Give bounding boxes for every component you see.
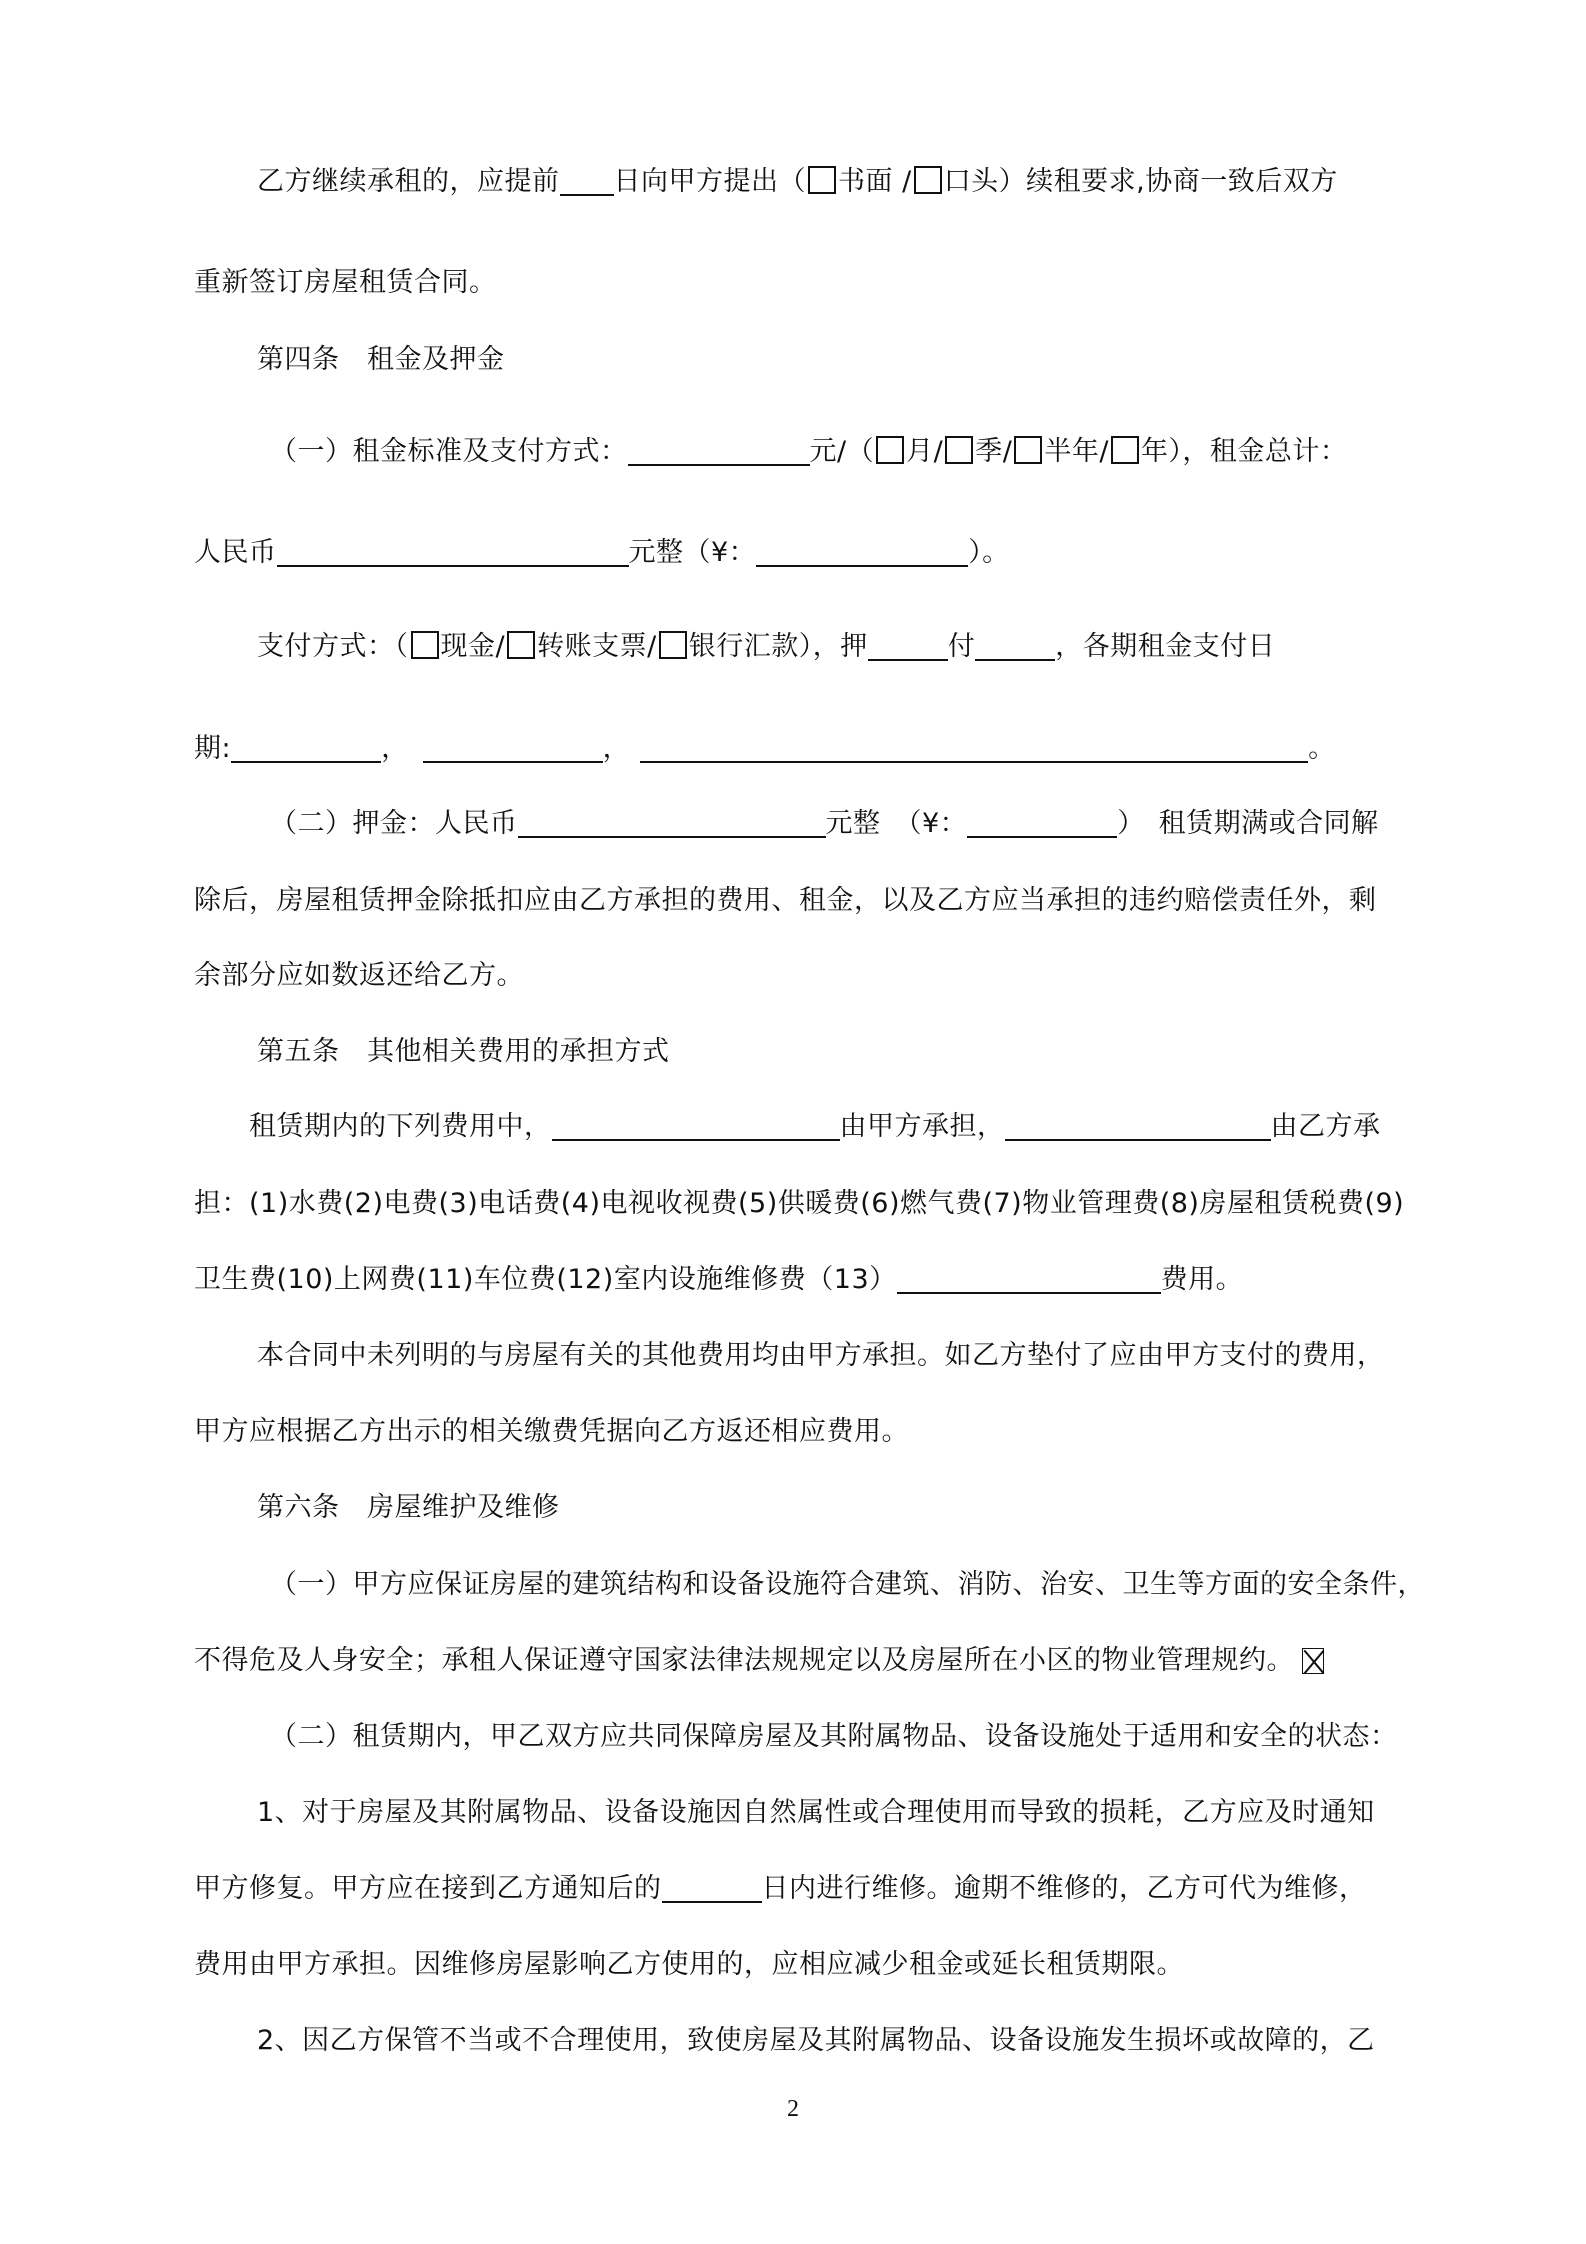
unlisted-fees-line-2: 甲方应根据乙方出示的相关缴费凭据向乙方返还相应费用。 xyxy=(194,1416,909,1447)
option-quarter: 季/ xyxy=(975,436,1013,467)
blank-deposit-figures xyxy=(967,806,1117,838)
blank-date-2 xyxy=(423,731,603,763)
option-written: 书面 / xyxy=(838,166,912,197)
checkbox-cash xyxy=(411,631,439,659)
blank-other-fee xyxy=(897,1262,1161,1294)
text: 日向甲方提出（ xyxy=(613,166,806,197)
payment-dates-line xyxy=(194,729,1404,769)
deposit-line-3: 余部分应如数返还给乙方。 xyxy=(194,960,524,991)
text: 由乙方承 xyxy=(1270,1111,1381,1142)
option-month: 月/ xyxy=(906,436,944,467)
option-cheque: 转账支票/ xyxy=(537,631,657,662)
text: 费用。 xyxy=(1160,1264,1244,1295)
text: ， xyxy=(381,733,409,764)
text: ） 租赁期满或合同解 xyxy=(1117,808,1379,839)
maintenance-line-2 xyxy=(194,1641,1404,1681)
maintenance-line-6: 费用由甲方承担。因维修房屋影响乙方使用的，应相应减少租金或延长租赁期限。 xyxy=(194,1949,1184,1980)
maintenance-line-7: 2、因乙方保管不当或不合理使用，致使房屋及其附属物品、设备设施发生损坏或故障的，乙 xyxy=(257,2025,1375,2056)
blank-date-1 xyxy=(231,731,381,763)
text: ， xyxy=(602,733,631,764)
fees-list-line: 担：(1)水费(2)电费(3)电话费(4)电视收视费(5)供暖费(6)燃气费(7)物业管理费(8)房屋租赁税费(9) xyxy=(194,1188,1405,1219)
blank-tenant-fees xyxy=(1005,1109,1271,1141)
text: 元整 （¥： xyxy=(825,808,968,839)
article-4-heading: 第四条 租金及押金 xyxy=(257,344,505,375)
text: ，各期租金支付日 xyxy=(1055,631,1276,662)
maintenance-line-1: （一）甲方应保证房屋的建筑结构和设备设施符合建筑、消防、治安、卫生等方面的安全条件， xyxy=(270,1569,1425,1600)
checkbox-verbal xyxy=(914,166,942,194)
x-box-icon xyxy=(1302,1648,1324,1674)
option-cash: 现金/ xyxy=(440,631,506,662)
blank-total-words xyxy=(277,535,629,567)
blank-deposit-months xyxy=(868,629,948,661)
fees-line xyxy=(249,1107,1459,1147)
renewal-line xyxy=(257,162,1467,202)
text: 卫生费(10)上网费(11)车位费(12)室内设施维修费（13） xyxy=(194,1264,897,1295)
blank-date-3 xyxy=(640,731,1308,763)
text: 银行汇款），押 xyxy=(688,631,868,662)
rent-total-line xyxy=(194,533,1404,573)
text: 元/（ xyxy=(809,436,875,467)
blank-pay-months xyxy=(975,629,1055,661)
text: 由甲方承担， xyxy=(839,1111,1005,1142)
checkbox-quarter xyxy=(945,436,973,464)
checkbox-remittance xyxy=(659,631,687,659)
text: 支付方式：（ xyxy=(257,631,409,662)
article-5-heading: 第五条 其他相关费用的承担方式 xyxy=(257,1036,670,1067)
checkbox-cheque xyxy=(507,631,535,659)
text: 不得危及人身安全；承租人保证遵守国家法律法规规定以及房屋所在小区的物业管理规约。 xyxy=(194,1645,1294,1676)
maintenance-line-5 xyxy=(194,1869,1404,1909)
checkbox-written xyxy=(808,166,836,194)
checkbox-month xyxy=(876,436,904,464)
blank-total-figures xyxy=(756,535,968,567)
deposit-line-2: 除后，房屋租赁押金除抵扣应由乙方承担的费用、租金，以及乙方应当承担的违约赔偿责任外，剩 xyxy=(194,885,1377,916)
text: （一）租金标准及支付方式： xyxy=(270,436,628,467)
fees-list-line-2 xyxy=(194,1260,1404,1300)
text: 年），租金总计： xyxy=(1140,436,1348,467)
text: 。 xyxy=(1308,733,1336,764)
deposit-line xyxy=(270,804,1480,844)
blank-landlord-fees xyxy=(552,1109,840,1141)
maintenance-line-3: （二）租赁期内，甲乙双方应共同保障房屋及其附属物品、设备设施处于适用和安全的状态： xyxy=(270,1721,1398,1752)
checkbox-year xyxy=(1111,436,1139,464)
text: 元整（¥： xyxy=(628,537,757,568)
text: 人民币 xyxy=(194,537,277,568)
payment-method-line xyxy=(257,627,1467,667)
maintenance-line-4: 1、对于房屋及其附属物品、设备设施因自然属性或合理使用而导致的损耗，乙方应及时通知 xyxy=(257,1797,1375,1828)
option-halfyear: 半年/ xyxy=(1044,436,1109,467)
text: 租赁期内的下列费用中， xyxy=(249,1111,552,1142)
text: 付 xyxy=(947,631,976,662)
blank-deposit-words xyxy=(518,806,826,838)
option-verbal: 口头）续租要求,协商一致后双方 xyxy=(943,166,1338,197)
text: ）。 xyxy=(968,537,1010,568)
unlisted-fees-line: 本合同中未列明的与房屋有关的其他费用均由甲方承担。如乙方垫付了应由甲方支付的费用， xyxy=(257,1340,1385,1371)
text: 甲方修复。甲方应在接到乙方通知后的 xyxy=(194,1873,662,1904)
checkbox-halfyear xyxy=(1014,436,1042,464)
article-6-heading: 第六条 房屋维护及维修 xyxy=(257,1492,560,1523)
text: 乙方继续承租的，应提前 xyxy=(257,166,560,197)
text: 日内进行维修。逾期不维修的，乙方可代为维修， xyxy=(761,1873,1367,1904)
blank-days xyxy=(560,164,614,196)
renewal-line-2: 重新签订房屋租赁合同。 xyxy=(194,267,497,298)
rent-standard-line xyxy=(270,432,1480,472)
blank-rent xyxy=(628,434,810,466)
blank-repair-days xyxy=(662,1871,762,1903)
page-number: 2 xyxy=(787,2096,799,2122)
text: （二）押金：人民币 xyxy=(270,808,518,839)
text: 期: xyxy=(194,733,232,764)
